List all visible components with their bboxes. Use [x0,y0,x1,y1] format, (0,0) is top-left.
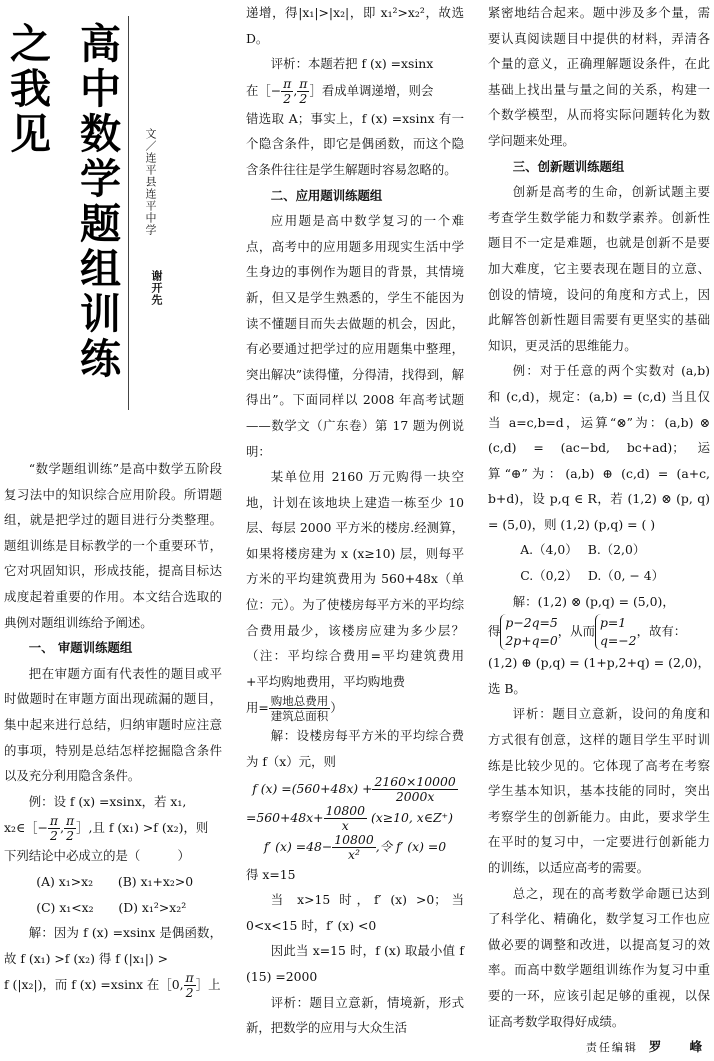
result-3: 因此当 x=15 时，f (x) 取最小值 f (15) =2000 [246,943,464,984]
fraction-pi-over-2: $\frac{\pi}{2}$ [299,75,308,106]
result-2: 当 x>15 时，f′ (x) >0；当 0<x<15 时，f′ (x) <0 [246,892,464,933]
fraction-pi-over-2: $\frac{\pi}{2}$ [66,813,75,844]
solution-3-result: (1,2) ⊕ (p,q) = (1+p,2+q) = (2,0)，选 B。 [488,655,710,696]
options-c-d: (C) x₁<x₂ (D) x₁²>x₂² [36,899,187,915]
fraction-pi-over-2: $\frac{\pi}{2}$ [185,970,194,1001]
author-affiliation: 文／连平县连平中学 [144,128,157,236]
solution-1-b: f (|x₂|)，而 f (x) =xsinx 在［0, $\frac{\pi}{2}$ ］上 [4,970,221,1001]
solution-2-intro: 解：设楼房每平方米的平均综合费为 f（x）元，则 [246,728,464,770]
options-a-b: (A) x₁>x₂ (B) x₁+x₂>0 [36,873,194,889]
result-1: 得 x=15 [246,866,296,882]
section-heading-1: 一、 审题训练题组 [28,640,133,656]
column-1 [4,456,222,1000]
column-3 [488,0,710,1061]
equation-1: f (x) =(560+48x) + $\frac{2160\times 10000}{2000x}$ [252,773,456,804]
review-2-continued: 紧密地结合起来。题中涉及多个量，需要认真阅读题目中提供的材料，弄清各个量的意义，正确理解题设条件，在此基础上找出量与量之间的关系，构建一个数学模型，从而将实际问题转化为数学问题来处理。 [488,5,710,148]
title-divider [128,16,129,410]
section-2-paragraph: 应用题是高中数学复习的一个难点，高考中的应用题多用现实生活中学生身边的事例作为题目的背景，其情境新，但又是学生熟悉的，学生不能因为读不懂题目而失去做题的机会，因此，有必要通过把学过的应用题集中整理，突出解决”读得懂，分得清，找得到，解得出”。下面同样以 2008 年高考试题——数学文（广东卷）第 17 题为例说明： [246,213,464,459]
intro-paragraph: “数学题组训练”是高中数学五阶段复习法中的知识综合应用阶段。所谓题组，就是把学过的题目进行分类整理。题组训练是目标教学的一个重要环节，它对巩固知识，形成技能，提高目标达成度起着重要的作用。本文结合选取的典例对题组训练给予阐述。 [4,461,222,630]
options-3-c-d: C.（0,2） D.（0, − 4） [520,568,665,584]
section-1-paragraph: 把在审题方面有代表性的题目或平时做题时在审题方面出现疏漏的题目，集中起来进行总结，归纳审题时应注意的事项，特别是总结怎样挖掘隐含条件以及充分利用隐含条件。 [4,665,222,784]
equation-3: f′ (x) =48− $\frac{10800}{\text{x²}}$ ,令 f′ (x) =0 [263,831,447,862]
solution-1-a: 解：因为 f (x) =xsinx 是偶函数，故 f (x₁) >f (x₂) 得 f (|x₁|) > [4,925,222,966]
article-title: 高中数学题组训练之我见 [3,22,121,382]
example-1-line-c: 下列结论中必成立的是（ ） [4,848,190,864]
review-1-b: 在［− $\frac{\pi}{2}$ , $\frac{\pi}{2}$ ］看成单调递增，则会 [246,75,434,106]
solution-3-system: 得 p−2q=5 2p+q=0 ，从而 p=1 q=−2 ，故有： [488,615,687,649]
review-3: 评析：题目立意新，设问的角度和方式很有创意，这样的题目学生平时训练是比较少见的。它体现了高考在考察学生基本知识，基本技能的同时，突出考察学生的创新能力。由此，要求学生在平时的复习中，一定要进行创新能力的训练，以适应高考的需要。 [488,706,710,875]
example-1-line-b: x₂∈［− $\frac{\pi}{2}$ , $\frac{\pi}{2}$ ］,且 f (x₁) >f (x₂)，则 [4,813,209,844]
solution-1-continued: 递增，得|x₁|>|x₂|，即 x₁²>x₂²，故选D。 [246,5,464,46]
responsible-editor: 责任编辑 罗 峰 [585,1039,710,1055]
example-1-line-a: 例：设 f (x) =xsinx，若 x₁, [28,793,187,809]
author-name: 谢开先 [150,270,163,306]
conclusion: 总之，现在的高考数学命题已达到了科学化、精确化，数学复习工作也应做必要的调整和改进，以提高复习的效率。而高中数学题组训练作为复习中重要的一环，应该引起足够的重视，以保证高考数学取得好成绩。 [488,885,710,1029]
fraction-pi-over-2: $\frac{\pi}{2}$ [283,75,292,106]
fraction-land-over-area: $\frac{\text{购地总费用}}{\text{建筑总面积}}$ [270,694,329,724]
section-3-paragraph: 创新是高考的生命，创新试题主要考查学生数学能力和数学素养。创新性题目不一定是难题，也就是创新不是要加大难度，它主要表现在题目的立意、创设的情境，设问的角度和方式上，因此解答创新性题目需要有更坚实的基础知识，更灵活的思维能力。 [488,184,710,353]
example-3: 例：对于任意的两个实数对 (a,b) 和 (c,d)，规定：(a,b) = (c,d) 当且仅当 a=c,b=d，运算“⊗”为：(a,b) ⊗ (c,d) = (ac−bd, bc+ad)；运算“⊕”为：(a,b) ⊕ (c,d) = (a+c, b+d)，设 p,q ∈ R，若 (1,2) ⊗ (p, q) = (5,0)，则 (1,2) (p,q) = ( ) [488,363,710,532]
review-1-a: 评析：本题若把 f (x) =xsinx [270,56,434,72]
equation-2: =560+48x+ $\frac{10800}{x}$ (x≥10, x∈Z⁺) [246,802,453,833]
column-2 [246,0,464,1041]
problem-2: 某单位用 2160 万元购得一块空地，计划在该地块上建造一栋至少 10 层、每层 2000 平方米的楼房.经测算，如果将楼房建为 x (x≥10) 层，则每平方米的平均建筑费用为 560+48x（单位：元）。为了使楼房每平方米的平均综合费用最少，该楼房应建为多少层？（注：平均综合费用=平均建筑费用+平均购地费用，平均购地费 [246,469,464,689]
options-3-a-b: A.（4,0） B.（2,0） [520,542,646,558]
review-2: 评析：题目立意新，情境新，形式新，把数学的应用与大众生活 [246,994,464,1036]
review-1-c: 错选取 A；事实上，f (x) =xsinx 有一个隐含条件，即它是偶函数，而这个隐含条件往往是学生解题时容易忽略的。 [246,110,464,177]
solution-3-a: 解：(1,2) ⊗ (p,q) = (5,0)， [512,593,675,609]
section-heading-3: 三、创新题训练题组 [512,158,625,174]
problem-2-note-end: 用= $\frac{\text{购地总费用}}{\text{建筑总面积}}$ ） [246,694,343,724]
section-heading-2: 二、应用题训练题组 [270,187,383,203]
fraction-pi-over-2: $\frac{\pi}{2}$ [49,813,59,844]
